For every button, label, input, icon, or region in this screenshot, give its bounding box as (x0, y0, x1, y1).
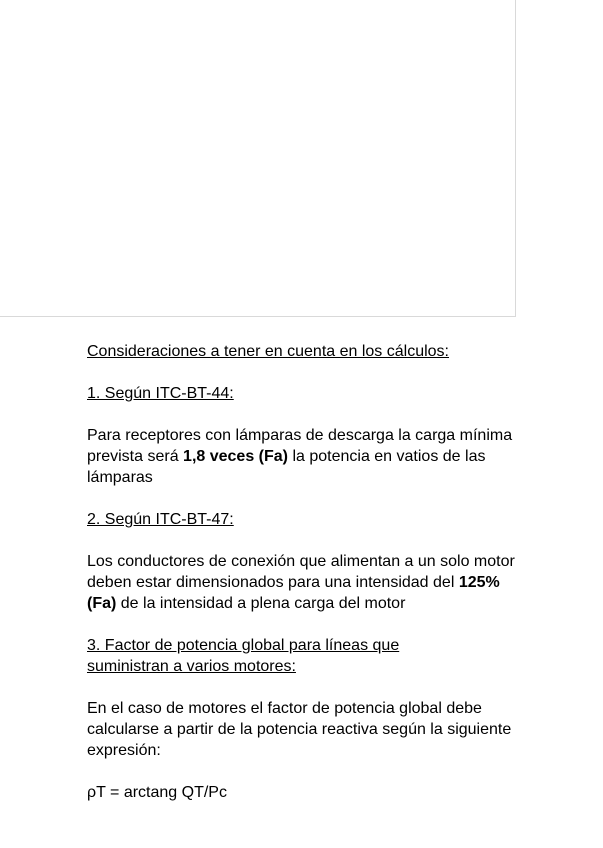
section-1-bold-value: 1,8 veces (Fa) (183, 448, 288, 465)
section-1-text-b: la potencia en vatios de las lámparas (87, 448, 486, 486)
section-2-bold-value: 125% (Fa) (87, 574, 500, 612)
section-3-title-line-1: 3. Factor de potencia global para líneas que (87, 637, 400, 654)
section-2-paragraph (87, 551, 527, 614)
section-2-text-b: de la intensidad a plena carga del motor (116, 595, 406, 612)
blank-frame (0, 0, 516, 317)
section-heading: Consideraciones a tener en cuenta en los cálculos: (87, 343, 449, 360)
section-1-paragraph (87, 425, 527, 488)
formula: ρT = arctang QT/Pc (87, 784, 227, 801)
section-3-title-line-2: suministran a varios motores: (87, 658, 296, 675)
document-body (87, 341, 527, 803)
section-2-text-a: Los conductores de conexión que alimentan a un solo motor deben estar dimensionados para una intensidad del (87, 553, 515, 591)
section-1-title: 1. Según ITC-BT-44: (87, 385, 234, 402)
section-3-paragraph: En el caso de motores el factor de potencia global debe calcularse a partir de la potencia reactiva según la siguiente expresión: (87, 700, 512, 759)
section-1-text-a: Para receptores con lámparas de descarga la carga mínima prevista será (87, 427, 513, 465)
section-2-title: 2. Según ITC-BT-47: (87, 511, 234, 528)
